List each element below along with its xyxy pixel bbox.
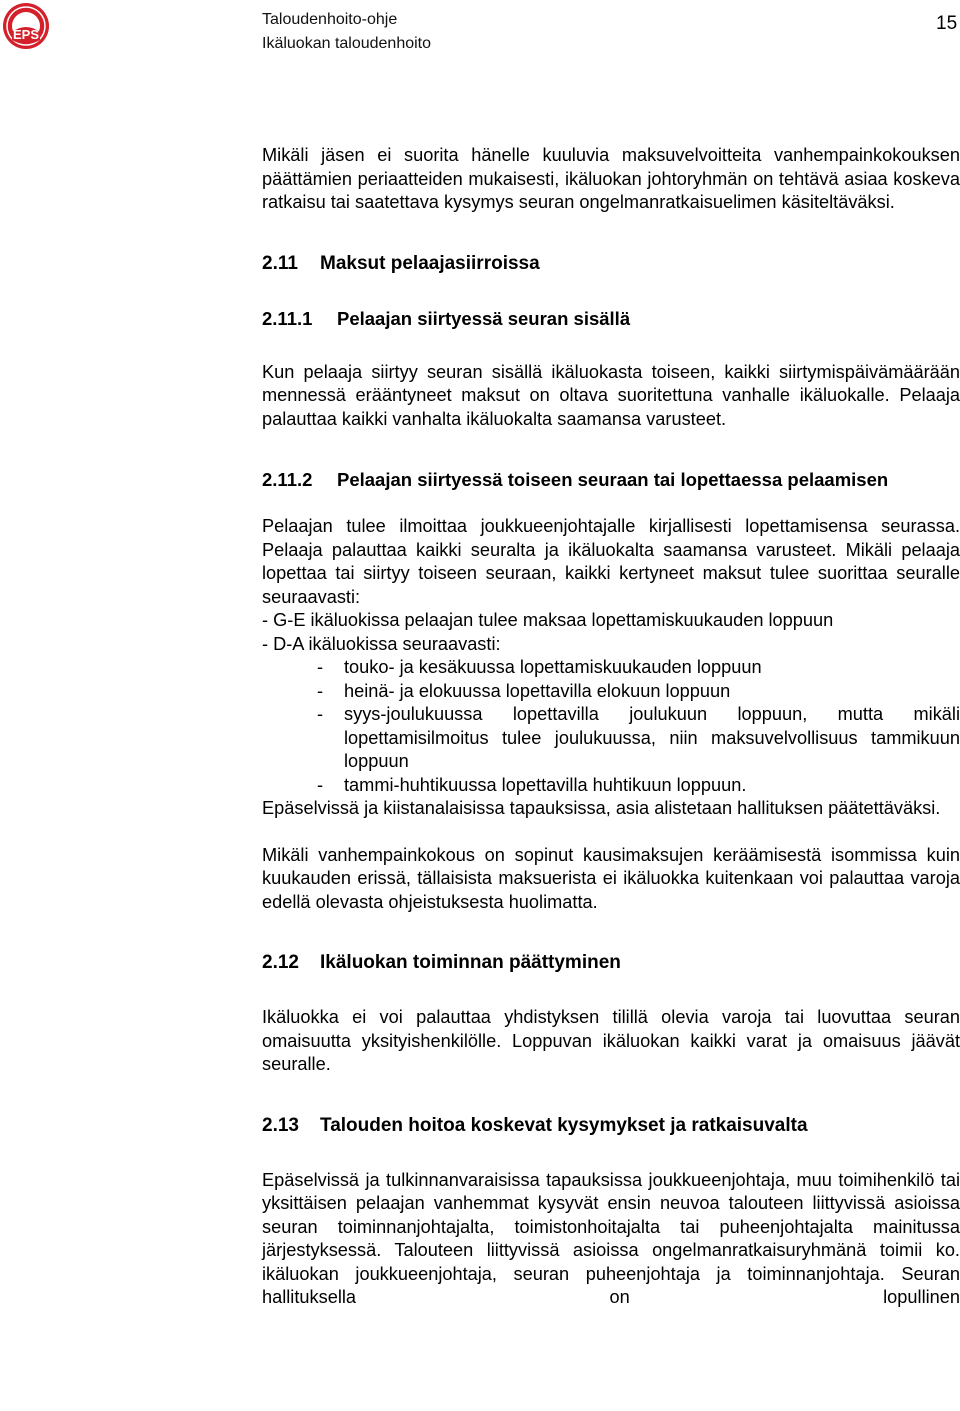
section-number: 2.11: [262, 252, 298, 274]
section-number: 2.13: [262, 1114, 299, 1136]
paragraph-2-12: Ikäluokka ei voi palauttaa yhdistyksen tilillä olevia varoja tai luovuttaa seuran omaisuutta yksityishenkilölle. Loppuvan ikäluokan kaikki varat ja omaisuus jäävät seuralle.: [262, 1007, 960, 1074]
list-item: [262, 774, 960, 798]
section-heading-2-13: [262, 1114, 960, 1138]
dash-marker: -: [317, 657, 324, 677]
section-heading-2-11-1: [262, 307, 960, 331]
header-document-title: Taloudenhoito-ohje: [262, 11, 398, 28]
list-item: [262, 656, 960, 680]
logo-text: EPS: [12, 27, 40, 42]
section-title: Ikäluokan toiminnan päättyminen: [320, 952, 621, 973]
paragraph-season-fees: Mikäli vanhempainkokous on sopinut kausimaksujen keräämisestä isommissa kuin kuukauden erissä, tällaisista maksuerista ei ikäluokka kuitenkaan voi palauttaa varoja edellä olevasta ohjeistuksesta huolimatta.: [262, 844, 960, 912]
paragraph-2-11-1: Kun pelaaja siirtyy seuran sisällä ikäluokasta toiseen, kaikki siirtymispäivämäärään mennessä erääntyneet maksut on oltava suoritettuna vanhalle ikäluokalle. Pelaaja palauttaa kaikki vanhalta ikäluokalta saamansa varusteet.: [262, 361, 960, 429]
header-document-subtitle: Ikäluokan taloudenhoito: [262, 35, 432, 52]
fee-rule-list: [262, 656, 960, 797]
section-number: 2.11.2: [262, 469, 313, 490]
section-heading-2-11: [262, 252, 960, 276]
dash-marker: -: [317, 680, 324, 701]
page-header: [0, 0, 960, 70]
dash-marker: -: [317, 774, 324, 795]
dash-marker: -: [317, 704, 324, 724]
section-number: 2.12: [262, 952, 299, 973]
paragraph-2-13: Epäselvissä ja tulkinnanvaraisissa tapauksissa joukkueenjohtaja, muu toimihenkilö tai yksittäisen pelaajan vanhemmat kysyvät ensin neuvoa talouteen liittyvissä asioissa seuran toiminnanjohtajalta, toimistonhoitajalta tai puheenjohtajalta mainitussa järjestyksessä. Talouteen liittyvissä asioissa ongelmanratkaisuryhmänä toimii ko. ikäluokan joukkueenjohtaja, seuran puheenjohtaja ja toiminnanjohtaja. Seuran hallituksella on lopullinen: [262, 1169, 960, 1307]
section-title: Pelaajan siirtyessä seuran sisällä: [337, 307, 631, 329]
section-number: 2.11.1: [262, 307, 313, 329]
section-title: Talouden hoitoa koskevat kysymykset ja ratkaisuvalta: [320, 1114, 808, 1136]
page-number: 15: [936, 13, 958, 34]
section-title: Maksut pelaajasiirroissa: [320, 252, 540, 274]
section-heading-2-11-2: [262, 468, 960, 492]
fee-rule-ge: - G-E ikäluokissa pelaajan tulee maksaa lopettamiskuukauden loppuun: [262, 610, 834, 630]
paragraph-2-11-2: Pelaajan tulee ilmoittaa joukkueenjohtajalle kirjallisesti lopettamisensa seurassa. Pelaaja palauttaa kaikki seuralta ja ikäluokalta saamansa varusteet. Mikäli pelaaja lopettaa tai siirtyy toiseen seuraan, kaikki kertyneet maksut tulee suorittaa seuralle seuraavasti:: [262, 516, 960, 607]
list-item-text: tammi-huhtikuussa lopettavilla huhtikuun loppuun.: [344, 774, 747, 795]
list-item-text: heinä- ja elokuussa lopettavilla elokuun loppuun: [344, 680, 731, 701]
club-logo: [2, 2, 50, 50]
fee-rule-da: - D-A ikäluokissa seuraavasti:: [262, 633, 501, 654]
list-item: [262, 680, 960, 704]
section-heading-2-12: [262, 951, 960, 975]
list-item-text: syys-joulukuussa lopettavilla joulukuun loppuun, mutta mikäli lopettamisilmoitus tulee joulukuussa, niin maksuvelvollisuus tammikuun loppuun: [344, 704, 960, 771]
list-item-text: touko- ja kesäkuussa lopettamiskuukauden loppuun: [344, 657, 762, 677]
list-item: [262, 703, 960, 774]
paragraph-disputes: Epäselvissä ja kiistanalaisissa tapauksissa, asia alistetaan hallituksen päätettäväksi.: [262, 798, 941, 818]
document-body: [262, 144, 960, 1310]
intro-paragraph: Mikäli jäsen ei suorita hänelle kuuluvia maksuvelvoitteita vanhempainkokouksen päättämien periaatteiden mukaisesti, ikäluokan johtoryhmän on tehtävä asiaa koskeva ratkaisu tai saatettava kysymys seuran ongelmanratkaisuelimen käsiteltäväksi.: [262, 145, 960, 212]
section-title: Pelaajan siirtyessä toiseen seuraan tai lopettaessa pelaamisen: [337, 469, 889, 490]
